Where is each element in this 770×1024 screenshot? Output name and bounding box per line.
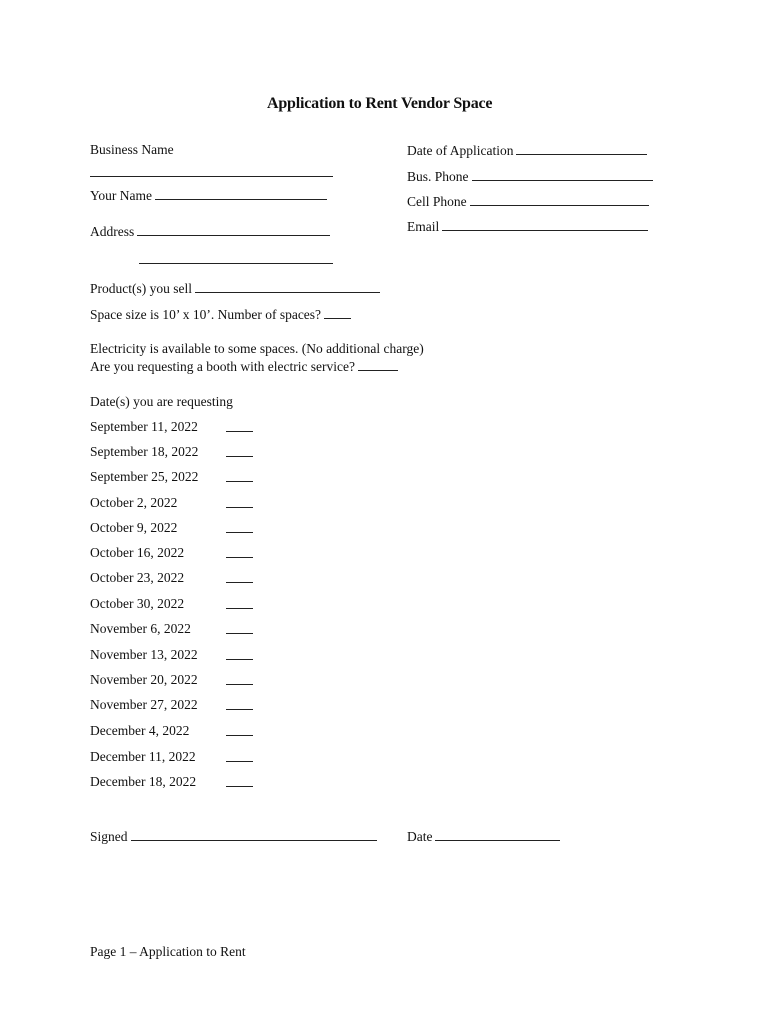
date-label: October 23, 2022 <box>90 570 185 585</box>
date-checkbox-line[interactable] <box>226 684 253 685</box>
page-title: Application to Rent Vendor Space <box>267 95 493 112</box>
address-field-line2[interactable] <box>139 251 333 264</box>
bus-phone-label: Bus. Phone <box>407 169 469 184</box>
business-name-label: Business Name <box>90 142 174 157</box>
signed-label: Signed <box>90 829 128 844</box>
date-label: September 25, 2022 <box>90 469 199 484</box>
your-name-row <box>90 187 327 204</box>
email-field[interactable] <box>442 218 648 231</box>
signed-row <box>90 828 377 845</box>
date-row <box>90 444 270 462</box>
electricity-info: Electricity is available to some spaces. (No additional charge) <box>90 341 424 356</box>
date-row <box>90 749 270 767</box>
date-checkbox-line[interactable] <box>226 761 253 762</box>
date-row <box>90 672 270 690</box>
date-row <box>90 520 270 538</box>
date-row <box>90 469 270 487</box>
cell-phone-label: Cell Phone <box>407 194 467 209</box>
date-checkbox-line[interactable] <box>226 709 253 710</box>
address-field-line1[interactable] <box>137 223 330 236</box>
date-checkbox-line[interactable] <box>226 481 253 482</box>
space-size-row <box>90 306 351 323</box>
address-row <box>90 223 330 240</box>
date-checkbox-line[interactable] <box>226 557 253 558</box>
email-label: Email <box>407 219 440 234</box>
date-row <box>90 545 270 563</box>
products-row <box>90 280 380 297</box>
date-row <box>90 697 270 715</box>
date-of-application-label: Date of Application <box>407 143 514 158</box>
date-checkbox-line[interactable] <box>226 507 253 508</box>
date-row <box>90 570 270 588</box>
date-label: December 18, 2022 <box>90 774 197 789</box>
date-label: October 16, 2022 <box>90 545 185 560</box>
date-label: December 11, 2022 <box>90 749 196 764</box>
your-name-field[interactable] <box>155 187 327 200</box>
electric-service-field[interactable] <box>358 358 398 371</box>
business-name-field[interactable] <box>90 164 333 177</box>
date-label: November 6, 2022 <box>90 621 191 636</box>
date-checkbox-line[interactable] <box>226 735 253 736</box>
date-checkbox-line[interactable] <box>226 431 253 432</box>
your-name-label: Your Name <box>90 188 153 203</box>
cell-phone-field[interactable] <box>470 193 649 206</box>
electric-service-row <box>90 358 398 375</box>
signature-date-row <box>407 828 560 845</box>
date-checkbox-line[interactable] <box>226 786 253 787</box>
date-row <box>90 723 270 741</box>
date-label: September 11, 2022 <box>90 419 198 434</box>
date-label: December 4, 2022 <box>90 723 190 738</box>
date-of-application-field[interactable] <box>516 142 647 155</box>
date-row <box>90 621 270 639</box>
signature-date-label: Date <box>407 829 433 844</box>
date-row <box>90 596 270 614</box>
date-row <box>90 495 270 513</box>
signature-date-field[interactable] <box>435 828 560 841</box>
date-label: November 20, 2022 <box>90 672 198 687</box>
space-size-label: Space size is 10’ x 10’. Number of spaces? <box>90 307 322 322</box>
date-checkbox-line[interactable] <box>226 608 253 609</box>
signature-field[interactable] <box>131 828 377 841</box>
email-row <box>407 218 648 235</box>
date-label: October 30, 2022 <box>90 596 185 611</box>
bus-phone-row <box>407 168 653 185</box>
date-checkbox-line[interactable] <box>226 633 253 634</box>
date-label: October 9, 2022 <box>90 520 178 535</box>
products-field[interactable] <box>195 280 380 293</box>
date-label: November 13, 2022 <box>90 647 198 662</box>
products-label: Product(s) you sell <box>90 281 192 296</box>
cell-phone-row <box>407 193 649 210</box>
address-label: Address <box>90 224 135 239</box>
electric-service-label: Are you requesting a booth with electric service? <box>90 359 356 374</box>
date-label: November 27, 2022 <box>90 697 198 712</box>
date-checkbox-line[interactable] <box>226 582 253 583</box>
page-footer: Page 1 – Application to Rent <box>90 944 246 959</box>
date-checkbox-line[interactable] <box>226 532 253 533</box>
date-row <box>90 647 270 665</box>
date-of-application-row <box>407 142 647 159</box>
date-row <box>90 774 270 792</box>
date-label: September 18, 2022 <box>90 444 199 459</box>
date-label: October 2, 2022 <box>90 495 178 510</box>
date-row <box>90 419 270 437</box>
bus-phone-field[interactable] <box>472 168 653 181</box>
date-checkbox-line[interactable] <box>226 456 253 457</box>
date-checkbox-line[interactable] <box>226 659 253 660</box>
dates-heading: Date(s) you are requesting <box>90 394 233 409</box>
number-of-spaces-field[interactable] <box>324 306 351 319</box>
